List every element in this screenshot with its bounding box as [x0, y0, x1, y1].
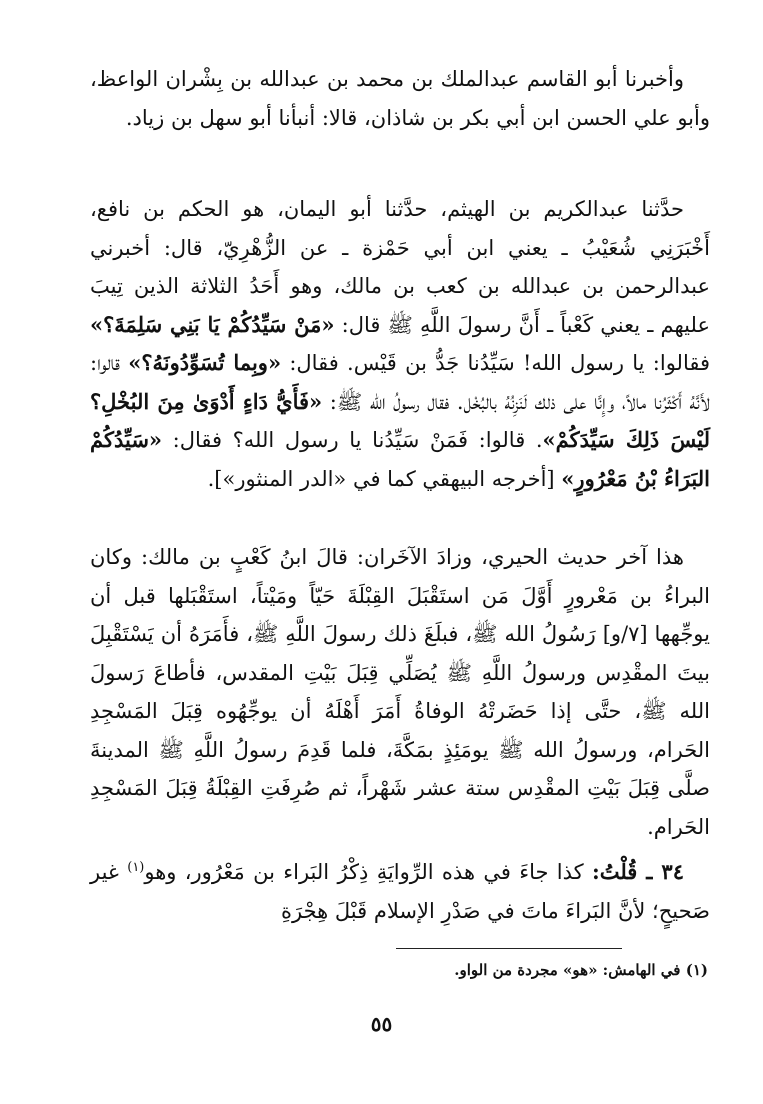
hadith-text-5: [أخرجه البيهقي كما في «الدر المنثور»].: [207, 466, 562, 491]
footnote-reference[interactable]: (١): [127, 860, 145, 875]
hadith-text-1: حدَّثنا عبدالكريم بن الهيثم، حدَّثنا أبو اليمان، هو الحكم بن نافع، أَخْبَرَنِي شُعَيْبُ ـ يعني ابن أبي حَمْزة ـ عن الزُّهْرِيّ، قال: أخبرني عبدالرحمن بن عبدالله بن كعب بن مالك، وهو أَحَدُ الثلاثة الذين تِيبَ عليهم ـ يعني كَعْباً ـ أَنَّ رسولَ اللَّهِ ﷺ قال:: [90, 197, 710, 337]
footnote-marker: (١): [685, 961, 708, 979]
paragraph-addition: [90, 538, 710, 846]
comment-number: ٣٤: [661, 859, 684, 884]
footnote-text: في الهامش: «هو» مجردة من الواو.: [454, 961, 681, 979]
hadith-text-2: فقالوا: يا رسول الله! سَيِّدُنا جَدُّ بن قَيْس. فقال:: [281, 351, 710, 375]
paragraph-comment-34: ٣٤ ـ قُلْتُ: كذا جاءَ في هذه الرِّوايَةِ ذِكْرُ البَراء بن مَعْرُور، وهو$^{(١)}$ غير صَحيحٍ؛ لأنَّ البَراءَ ماتَ في صَدْرِ الإسلام قَبْلَ هِجْرَةِ: [90, 859, 710, 923]
paragraph-1-text: وأخبرنا أبو القاسم عبدالملك بن محمد بن عبدالله بن بِشْران الواعظ، وأبو علي الحسن ابن أبي بكر بن شاذان، قالا: أنبأنا أبو سهل بن زياد.: [90, 67, 710, 130]
paragraph-isnad-1: [90, 60, 710, 137]
hadith-quote-1: «مَنْ سَيِّدُكُمْ يَا بَنِي سَلِمَةَ؟»: [90, 311, 335, 337]
hadith-quote-3: «فَأَيُّ دَاءٍ أَدْوَىٰ مِنَ البُخْلِ؟ لَيْسَ ذَلِكَ سَيِّدَكُمْ»: [90, 388, 711, 452]
page-number: ٥٥: [370, 1012, 393, 1036]
comment-label: قُلْتُ:: [591, 859, 638, 884]
footnote-divider: [396, 948, 622, 949]
paragraph-hadith: [90, 190, 710, 498]
hadith-text-3: قالوا: لأَنَّهُ أَكْثَرُنا مالاً، وإِنَّا على ذلك لَنَزِنُهُ بالبُخْل. فقال رسولُ الله ﷺ:: [90, 351, 710, 414]
paragraph-3-text: هذا آخر حديث الحيري، وزادَ الآخَران: قالَ ابنُ كَعْبٍ بن مالك: وكان البراءُ بن مَعْرورٍ أَوَّلَ مَن استَقْبَلَ القِبْلَةَ حَيّاً ومَيْتاً، استَقْبَلها قبل أن يوجِّهها [٧/و] رَسُولُ الله ﷺ، فبلَغَ ذلك رسولَ اللَّهِ ﷺ، فأَمَرَهُ أن يَسْتَقْبِلَ بيتَ المقْدِس ورسولُ اللَّهِ ﷺ يُصَلِّي قِبَلَ بَيْتِ المقدس، فأطاعَ رَسولَ الله ﷺ، حتَّى إذا حَضَرتْهُ الوفاةُ أَمَرَ أَهْلَهُ أن يوجِّهُوه قِبَلَ المَسْجِدِ الحَرام، ورسولُ الله ﷺ يومَئِذٍ بمَكَّةَ، فلما قَدِمَ رسولُ اللَّهِ ﷺ المدينةَ صلَّى قِبَلَ بَيْتِ المقْدِس ستة عشر شَهْراً، ثم صُرِفَتِ القِبْلَةُ قِبَلَ المَسْجِدِ الحَرام.: [90, 545, 710, 839]
comment-text-1: كذا جاءَ في هذه الرِّوايَةِ ذِكْرُ البَراء بن مَعْرُور، وهو: [144, 860, 592, 884]
hadith-text-4: . قالوا: فَمَنْ سَيِّدُنا يا رسول الله؟ فقال:: [162, 428, 543, 452]
footnote: [308, 958, 708, 982]
hadith-quote-4: «سَيِّدُكُمْ البَرَاءُ بْنُ مَعْرُورٍ»: [90, 427, 710, 491]
hadith-quote-2: «وبِما تُسَوِّدُونَهُ؟»: [128, 350, 282, 375]
comment-text-2: غير صَحيحٍ؛ لأنَّ البَراءَ ماتَ في صَدْرِ الإسلام قَبْلَ هِجْرَةِ: [90, 860, 710, 923]
